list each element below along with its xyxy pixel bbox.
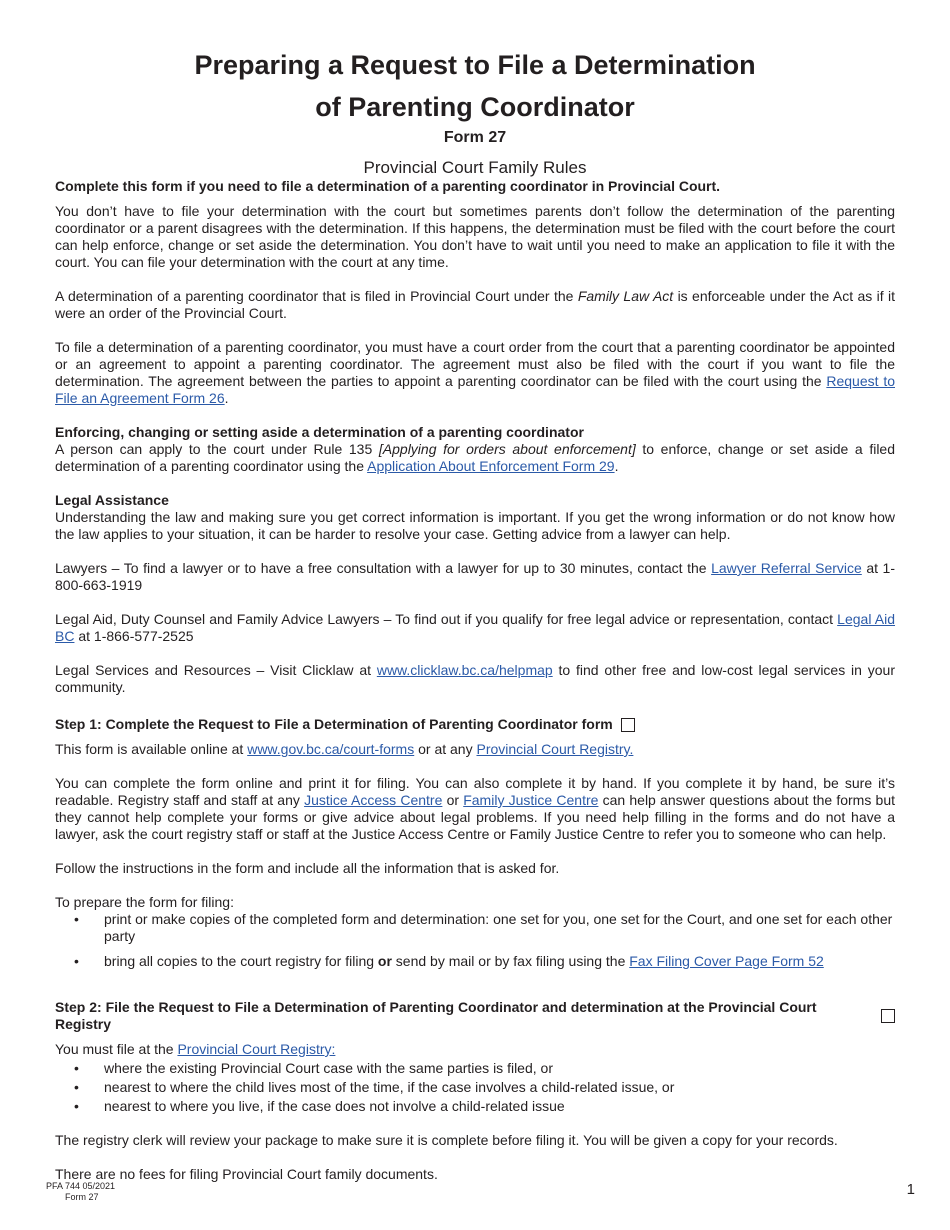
legal-aid-paragraph bbox=[55, 611, 895, 645]
family-justice-centre-link[interactable]: Family Justice Centre bbox=[463, 792, 599, 808]
footer-code bbox=[46, 1181, 115, 1203]
bullet-icon: • bbox=[74, 911, 79, 927]
step-1-paragraph-2 bbox=[55, 775, 895, 843]
court-registry-link[interactable]: Provincial Court Registry. bbox=[476, 741, 634, 757]
text-span: can help answer questions about the forms but they cannot help complete your forms or give advice about legal problems. If you need help filling in the forms and do not have a lawyer, ask the court registry staff or staff at the Justice Access Centre or Family Justice Centre to refer you to someone who can help. bbox=[55, 792, 895, 842]
text-span: You must file at the bbox=[55, 1041, 178, 1057]
resources-paragraph bbox=[55, 662, 895, 696]
bullet-icon: • bbox=[74, 953, 79, 969]
footer-form-code: PFA 744 05/2021 bbox=[46, 1181, 116, 1191]
text-span: at 1-800-663-1919 bbox=[55, 560, 896, 593]
text-span: . bbox=[224, 390, 229, 406]
step-1-availability bbox=[55, 741, 895, 758]
bullet-text: bring all copies to the court registry for filing bbox=[104, 953, 378, 969]
step-1-checkbox[interactable] bbox=[621, 718, 635, 732]
list-item bbox=[55, 1098, 895, 1115]
list-item bbox=[55, 911, 895, 945]
bullet-icon: • bbox=[74, 1079, 79, 1095]
text-span: is enforceable under the Act as if it were an order of the Provincial Court. bbox=[55, 288, 896, 321]
text-span: Legal Services and Resources – Visit Clicklaw at bbox=[55, 662, 377, 678]
step-2-bullets bbox=[55, 1060, 895, 1115]
form-52-link[interactable]: Fax Filing Cover Page Form 52 bbox=[629, 953, 824, 969]
legal-heading: Legal Assistance bbox=[55, 492, 169, 508]
page-title-line2: of Parenting Coordinator bbox=[315, 92, 635, 122]
enforcing-paragraph bbox=[55, 441, 895, 475]
step-1-title: Step 1: Complete the Request to File a Determination of Parenting Coordinator form bbox=[55, 716, 613, 732]
provincial-registry-link[interactable]: Provincial Court Registry: bbox=[177, 1041, 336, 1057]
step-1-heading bbox=[55, 716, 895, 733]
step-1-bullets bbox=[55, 911, 895, 970]
clicklaw-link[interactable]: www.clicklaw.bc.ca/helpmap bbox=[376, 662, 553, 678]
intro-paragraph-1: You don’t have to file your determination with the court but sometimes parents don’t follow the determination of the parenting coordinator or a parent disagrees with the determination. If this happens, the determination must be filed with the court before the court can help enforce, change or set aside the determination. You don’t have to wait until you need to make an application to file it with the court. You can file your determination with the court at any time. bbox=[55, 203, 895, 270]
lawyers-paragraph bbox=[55, 560, 895, 594]
step-2-review: The registry clerk will review your package to make sure it is complete before filing it. You will be given a copy for your records. bbox=[55, 1132, 838, 1148]
page-title-line1: Preparing a Request to File a Determination bbox=[194, 50, 756, 80]
act-name: Family Law Act bbox=[577, 288, 674, 304]
text-span: This form is available online at bbox=[55, 741, 248, 757]
step-2-fees: There are no fees for filing Provincial Court family documents. bbox=[55, 1166, 438, 1182]
form-number: Form 27 bbox=[443, 129, 507, 146]
step-2-title: Step 2: File the Request to File a Determination of Parenting Coordinator and determination at the Provincial Court Registry bbox=[55, 999, 817, 1032]
step-2-checkbox[interactable] bbox=[881, 1009, 895, 1023]
text-span: or bbox=[442, 792, 464, 808]
enforcing-heading: Enforcing, changing or setting aside a determination of a parenting coordinator bbox=[55, 424, 584, 440]
text-span: Legal Aid, Duty Counsel and Family Advice Lawyers – To find out if you qualify for free legal advice or representation, contact bbox=[55, 611, 838, 627]
bullet-text: where the existing Provincial Court case with the same parties is filed, or bbox=[104, 1060, 553, 1076]
step-2-lead bbox=[55, 1041, 895, 1058]
document-body bbox=[55, 178, 895, 1183]
rule-note: [Applying for orders about enforcement] bbox=[378, 441, 636, 457]
court-forms-link[interactable]: www.gov.bc.ca/court-forms bbox=[247, 741, 415, 757]
lawyer-referral-link[interactable]: Lawyer Referral Service bbox=[711, 560, 862, 576]
text-span: at 1-866-577-2525 bbox=[74, 628, 194, 644]
text-span: To file a determination of a parenting coordinator, you must have a court order from the court that a parenting coordinator be appointed or an agreement to appoint a parenting coordinator. The agreement must also be filed with the court if you want to file the determination. The agreement between the parties to appoint a parenting coordinator can be filed with the court using the bbox=[55, 339, 895, 389]
justice-access-centre-link[interactable]: Justice Access Centre bbox=[304, 792, 443, 808]
list-item bbox=[55, 1079, 895, 1096]
bullet-text: print or make copies of the completed form and determination: one set for you, one set for the Court, and one set for each other party bbox=[104, 911, 893, 944]
text-span: to find other free and low-cost legal services in your community. bbox=[55, 662, 895, 695]
step-2-heading bbox=[55, 999, 895, 1033]
text-span: to enforce, change or set aside a filed determination of a parenting coordinator using the bbox=[55, 441, 896, 474]
text-span: or at any bbox=[414, 741, 477, 757]
text-span: Lawyers – To find a lawyer or to have a free consultation with a lawyer for up to 30 minutes, contact the bbox=[55, 560, 712, 576]
rules-subtitle: Provincial Court Family Rules bbox=[363, 158, 587, 177]
list-item bbox=[55, 953, 895, 970]
bullet-icon: • bbox=[74, 1060, 79, 1076]
bullet-text: nearest to where the child lives most of the time, if the case involves a child-related issue, or bbox=[104, 1079, 675, 1095]
intro-lead: Complete this form if you need to file a determination of a parenting coordinator in Provincial Court. bbox=[55, 178, 721, 194]
text-span: You can complete the form online and print it for filing. You can also complete it by hand. If you complete it by hand, be sure it’s readable. Registry staff and staff at any bbox=[55, 775, 895, 808]
footer-form-number: Form 27 bbox=[65, 1192, 99, 1202]
list-item bbox=[55, 1060, 895, 1077]
legal-paragraph: Understanding the law and making sure you get correct information is important. If you get the wrong information or do not know how the law applies to your situation, it can be harder to resolve your case. Getting advice from a lawyer can help. bbox=[55, 509, 895, 542]
page-number: 1 bbox=[906, 1181, 915, 1198]
step-1-paragraph-3: Follow the instructions in the form and include all the information that is asked for. bbox=[55, 860, 560, 876]
bullet-icon: • bbox=[74, 1098, 79, 1114]
intro-paragraph-3 bbox=[55, 339, 895, 407]
form-29-link[interactable]: Application About Enforcement Form 29 bbox=[367, 458, 615, 474]
form-26-link[interactable]: Request to File an Agreement Form 26 bbox=[55, 373, 895, 406]
text-span: . bbox=[614, 458, 619, 474]
step-1-paragraph-4: To prepare the form for filing: bbox=[55, 894, 234, 910]
text-span: A determination of a parenting coordinator that is filed in Provincial Court under the bbox=[55, 288, 578, 304]
legal-aid-link[interactable]: Legal Aid BC bbox=[55, 611, 896, 644]
intro-paragraph-2 bbox=[55, 288, 895, 322]
bullet-text: send by mail or by fax filing using the bbox=[391, 953, 630, 969]
bullet-bold: or bbox=[377, 953, 392, 969]
text-span: A person can apply to the court under Rule 135 bbox=[55, 441, 379, 457]
bullet-text: nearest to where you live, if the case does not involve a child-related issue bbox=[104, 1098, 565, 1114]
